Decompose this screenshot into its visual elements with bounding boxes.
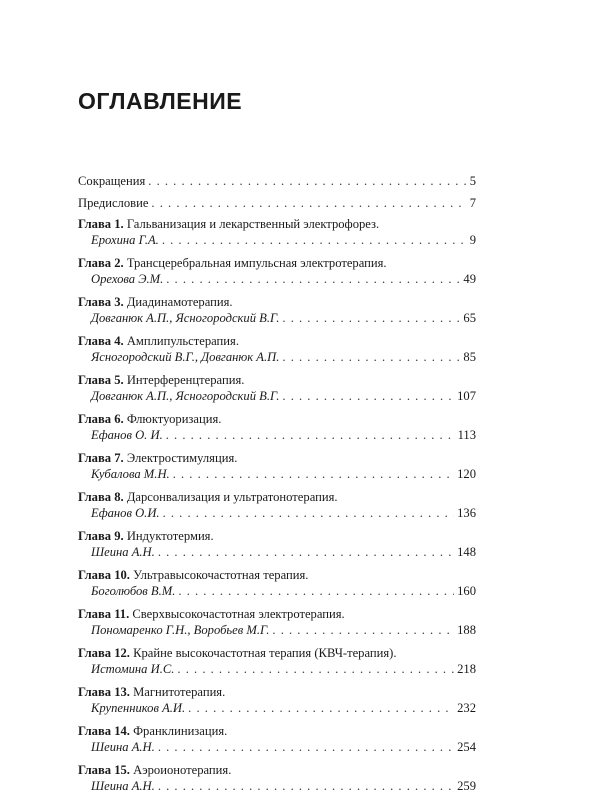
- chapter-authors-line: [78, 545, 476, 561]
- chapter-authors: Орехова Э.М.: [91, 271, 164, 286]
- chapter-list: [78, 217, 476, 794]
- chapter-authors-line: [78, 623, 476, 639]
- chapter-title: Амплипульстерапия.: [126, 334, 239, 348]
- toc-chapter-entry[interactable]: [78, 490, 476, 521]
- chapter-heading: [78, 646, 476, 662]
- chapter-authors: Шеина А.Н.: [91, 544, 155, 559]
- toc-chapter-entry[interactable]: [78, 646, 476, 677]
- chapter-authors: Довганюк А.П., Ясногородский В.Г.: [91, 388, 280, 403]
- toc-chapter-entry[interactable]: [78, 529, 476, 560]
- chapter-authors: Ясногородский В.Г., Довганюк А.П.: [91, 349, 280, 364]
- chapter-heading: [78, 334, 476, 350]
- chapter-number: Глава 15.: [78, 763, 130, 777]
- leader-dots: [177, 662, 454, 678]
- chapter-heading: [78, 607, 476, 623]
- table-of-contents: [78, 174, 476, 802]
- toc-page-number: 85: [463, 349, 476, 364]
- chapter-number: Глава 14.: [78, 724, 130, 738]
- toc-chapter-entry[interactable]: [78, 412, 476, 443]
- page-title: ОГЛАВЛЕНИЕ: [78, 88, 243, 114]
- chapter-authors-line: [78, 779, 476, 795]
- toc-page-number: 49: [463, 271, 476, 286]
- toc-page-number: 148: [457, 544, 476, 559]
- toc-chapter-entry[interactable]: [78, 724, 476, 755]
- chapter-authors-line: [78, 740, 476, 756]
- toc-page-number: 7: [469, 195, 476, 210]
- chapter-heading: [78, 295, 476, 311]
- leader-dots: [282, 389, 454, 405]
- chapter-title: Флюктуоризация.: [126, 412, 222, 426]
- chapter-authors: Боголюбов В.М.: [91, 583, 176, 598]
- leader-dots: [166, 272, 460, 288]
- leader-dots: [178, 584, 454, 600]
- chapter-title: Сверхвысокочастотная электротерапия.: [132, 607, 345, 621]
- leader-dots: [173, 467, 454, 483]
- toc-page-number: 136: [457, 505, 476, 520]
- leader-dots: [282, 311, 460, 327]
- leader-dots: [166, 428, 455, 444]
- toc-entry-label: Предисловие: [78, 195, 149, 210]
- toc-page-number: 120: [457, 466, 476, 481]
- toc-chapter-entry[interactable]: [78, 763, 476, 794]
- chapter-heading: [78, 412, 476, 428]
- chapter-number: Глава 1.: [78, 217, 124, 231]
- chapter-authors-line: [78, 428, 476, 444]
- chapter-title: Дарсонвализация и ультратонотерапия.: [126, 490, 338, 504]
- leader-dots: [148, 174, 466, 190]
- chapter-number: Глава 10.: [78, 568, 130, 582]
- chapter-authors: Кубалова М.Н.: [91, 466, 170, 481]
- chapter-authors-line: [78, 311, 476, 327]
- chapter-title: Крайне высокочастотная терапия (КВЧ-терапия).: [133, 646, 397, 660]
- toc-page-number: 113: [457, 427, 476, 442]
- chapter-heading: [78, 763, 476, 779]
- toc-page-number: 5: [469, 174, 476, 188]
- toc-chapter-entry[interactable]: [78, 256, 476, 287]
- toc-page-number: 160: [457, 583, 476, 598]
- toc-page-number: 254: [457, 739, 476, 754]
- chapter-number: Глава 12.: [78, 646, 130, 660]
- chapter-authors-line: [78, 272, 476, 288]
- chapter-heading: [78, 529, 476, 545]
- chapter-authors: Ефанов О. И.: [91, 427, 163, 442]
- toc-page-number: 107: [457, 388, 476, 403]
- leader-dots: [163, 506, 455, 522]
- toc-chapter-entry[interactable]: [78, 217, 476, 248]
- toc-chapter-entry[interactable]: [78, 373, 476, 404]
- toc-chapter-entry[interactable]: [78, 568, 476, 599]
- chapter-number: Глава 3.: [78, 295, 124, 309]
- chapter-number: Глава 11.: [78, 607, 130, 621]
- toc-chapter-entry[interactable]: [78, 685, 476, 716]
- chapter-number: Глава 9.: [78, 529, 124, 543]
- chapter-authors-line: [78, 662, 476, 678]
- chapter-heading: [78, 490, 476, 506]
- chapter-authors: Ерохина Г.А.: [91, 232, 159, 247]
- chapter-authors-line: [78, 233, 476, 249]
- toc-page-number: 65: [463, 310, 476, 325]
- toc-chapter-entry[interactable]: [78, 607, 476, 638]
- chapter-heading: [78, 568, 476, 584]
- leader-dots: [151, 196, 466, 212]
- chapter-authors: Ефанов О.И.: [91, 505, 160, 520]
- chapter-title: Диадинамотерапия.: [126, 295, 233, 309]
- chapter-title: Магнитотерапия.: [133, 685, 226, 699]
- chapter-authors-line: [78, 506, 476, 522]
- chapter-number: Глава 7.: [78, 451, 124, 465]
- leader-dots: [158, 779, 454, 795]
- chapter-authors-line: [78, 350, 476, 366]
- chapter-authors: Пономаренко Г.Н., Воробьев М.Г.: [91, 622, 270, 637]
- toc-entry-preface[interactable]: [78, 196, 476, 212]
- chapter-title: Гальванизация и лекарственный электрофорез.: [126, 217, 380, 231]
- leader-dots: [162, 233, 467, 249]
- chapter-authors-line: [78, 701, 476, 717]
- chapter-title: Аэроионотерапия.: [133, 763, 232, 777]
- chapter-authors: Крупенников А.И.: [91, 700, 186, 715]
- chapter-number: Глава 5.: [78, 373, 124, 387]
- leader-dots: [282, 350, 460, 366]
- leader-dots: [158, 740, 454, 756]
- chapter-heading: [78, 373, 476, 389]
- leader-dots: [272, 623, 454, 639]
- chapter-heading: [78, 451, 476, 467]
- toc-entry-label: Сокращения: [78, 174, 146, 188]
- chapter-authors-line: [78, 467, 476, 483]
- chapter-title: Трансцеребральная импульсная электротерапия.: [126, 256, 387, 270]
- chapter-authors: Шеина А.Н.: [91, 739, 155, 754]
- toc-page-number: 9: [469, 232, 476, 247]
- chapter-authors: Шеина А.Н.: [91, 778, 155, 793]
- chapter-heading: [78, 685, 476, 701]
- chapter-title: Франклинизация.: [133, 724, 228, 738]
- chapter-authors-line: [78, 584, 476, 600]
- chapter-number: Глава 6.: [78, 412, 124, 426]
- chapter-title: Электростимуляция.: [126, 451, 238, 465]
- toc-entry-abbreviations[interactable]: [78, 174, 476, 190]
- toc-page-number: 188: [457, 622, 476, 637]
- chapter-authors: Истомина И.С.: [91, 661, 175, 676]
- chapter-heading: [78, 217, 476, 233]
- chapter-number: Глава 8.: [78, 490, 124, 504]
- chapter-number: Глава 2.: [78, 256, 124, 270]
- chapter-authors: Довганюк А.П., Ясногородский В.Г.: [91, 310, 280, 325]
- chapter-number: Глава 4.: [78, 334, 124, 348]
- toc-chapter-entry[interactable]: [78, 451, 476, 482]
- toc-page-number: 259: [457, 778, 476, 793]
- leader-dots: [188, 701, 454, 717]
- chapter-title: Индуктотермия.: [126, 529, 214, 543]
- toc-page-number: 218: [457, 661, 476, 676]
- chapter-number: Глава 13.: [78, 685, 130, 699]
- leader-dots: [158, 545, 454, 561]
- chapter-title: Ультравысокочастотная терапия.: [133, 568, 309, 582]
- chapter-heading: [78, 256, 476, 272]
- chapter-heading: [78, 724, 476, 740]
- chapter-authors-line: [78, 389, 476, 405]
- toc-chapter-entry[interactable]: [78, 295, 476, 326]
- toc-chapter-entry[interactable]: [78, 334, 476, 365]
- toc-page-number: 232: [457, 700, 476, 715]
- chapter-title: Интерференцтерапия.: [126, 373, 245, 387]
